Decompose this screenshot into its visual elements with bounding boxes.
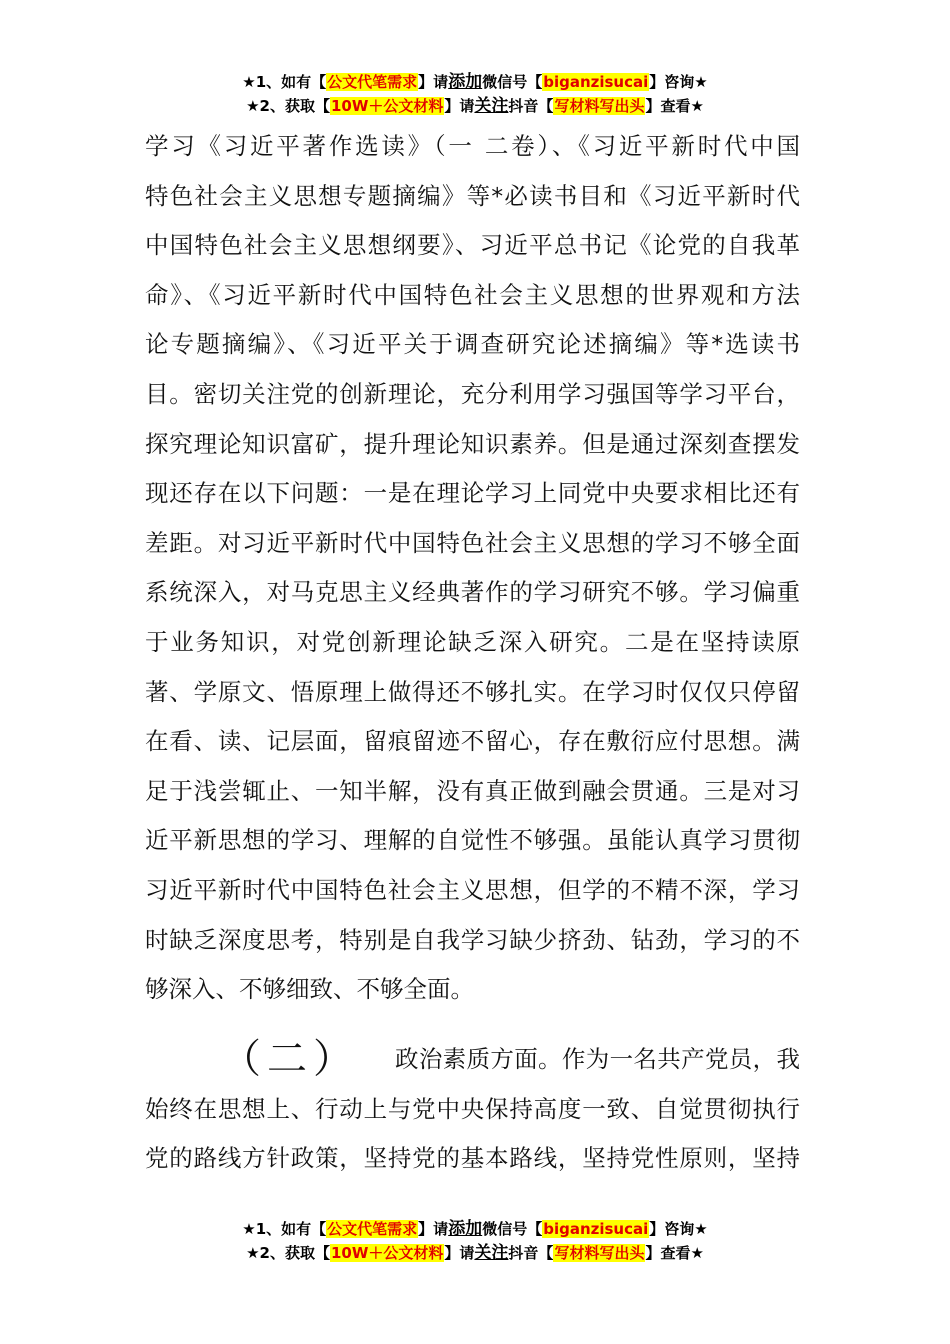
banner-line-1: ★1、如有【公文代笔需求】请添加微信号【biganzisucai】咨询★ (242, 72, 708, 92)
body-line: 够深入、不够细致、不够全面。 (145, 975, 474, 1004)
highlight-wechat-id: biganzisucai (543, 1220, 649, 1238)
body-line: 现还存在以下问题：一是在理论学习上同党中央要求相比还有 (145, 479, 800, 508)
footer-banner (0, 1217, 950, 1265)
section-two-heading (145, 1035, 800, 1085)
header-banner (0, 70, 950, 118)
body-line: 论专题摘编》、《习近平关于调查研究论述摘编》等*选读书 (145, 330, 800, 359)
body-line: 目。密切关注党的创新理论，充分利用学习强国等学习平台， (145, 379, 800, 408)
section-first-line: 政治素质方面。作为一名共产党员，我 (395, 1045, 800, 1073)
section-two (145, 1035, 800, 1184)
body-paragraph (145, 122, 800, 1015)
body-line: 近平新思想的学习、理解的自觉性不够强。虽能认真学习贯彻 (145, 826, 800, 855)
highlight-douyin-id: 写材料写出头 (554, 1244, 645, 1262)
highlight-douyin-id: 写材料写出头 (554, 97, 645, 115)
highlight-materials: 10W＋公文材料 (330, 1244, 444, 1262)
body-line: 于业务知识，对党创新理论缺乏深入研究。二是在坚持读原 (145, 627, 800, 656)
highlight-wechat-id: biganzisucai (543, 73, 649, 91)
banner-line-2: ★2、获取【10W＋公文材料】请关注抖音【写材料写出头】查看★ (246, 1243, 704, 1263)
section-number: （二） (221, 1036, 359, 1082)
body-line: 足于浅尝辄止、一知半解，没有真正做到融会贯通。三是对习 (145, 776, 800, 805)
highlight-service: 公文代笔需求 (327, 73, 418, 91)
banner-line-2: ★2、获取【10W＋公文材料】请关注抖音【写材料写出头】查看★ (246, 96, 704, 116)
body-line: 始终在思想上、行动上与党中央保持高度一致、自觉贯彻执行 (145, 1094, 800, 1123)
banner-line-1: ★1、如有【公文代笔需求】请添加微信号【biganzisucai】咨询★ (242, 1219, 708, 1239)
body-line: 著、学原文、悟原理上做得还不够扎实。在学习时仅仅只停留 (145, 677, 800, 706)
body-line: 党的路线方针政策，坚持党的基本路线，坚持党性原则，坚持 (145, 1144, 800, 1173)
body-line: 探究理论知识富矿，提升理论知识素养。但是通过深刻查摆发 (145, 429, 800, 458)
body-line: 差距。对习近平新时代中国特色社会主义思想的学习不够全面 (145, 528, 800, 557)
body-line: 学习《习近平著作选读》（一 二卷）、《习近平新时代中国 (145, 132, 800, 160)
highlight-service: 公文代笔需求 (327, 1220, 418, 1238)
body-line: 时缺乏深度思考，特别是自我学习缺少挤劲、钻劲，学习的不 (145, 925, 800, 954)
body-line: 系统深入，对马克思主义经典著作的学习研究不够。学习偏重 (145, 578, 800, 607)
body-line: 习近平新时代中国特色社会主义思想，但学的不精不深，学习 (145, 875, 800, 904)
body-line: 中国特色社会主义思想纲要》、习近平总书记《论党的自我革 (145, 231, 800, 260)
body-line: 命》、《习近平新时代中国特色社会主义思想的世界观和方法 (145, 280, 800, 309)
body-line: 特色社会主义思想专题摘编》等*必读书目和《习近平新时代 (145, 181, 800, 210)
highlight-materials: 10W＋公文材料 (330, 97, 444, 115)
body-line: 在看、读、记层面，留痕留迹不留心，存在敷衍应付思想。满 (145, 727, 800, 756)
